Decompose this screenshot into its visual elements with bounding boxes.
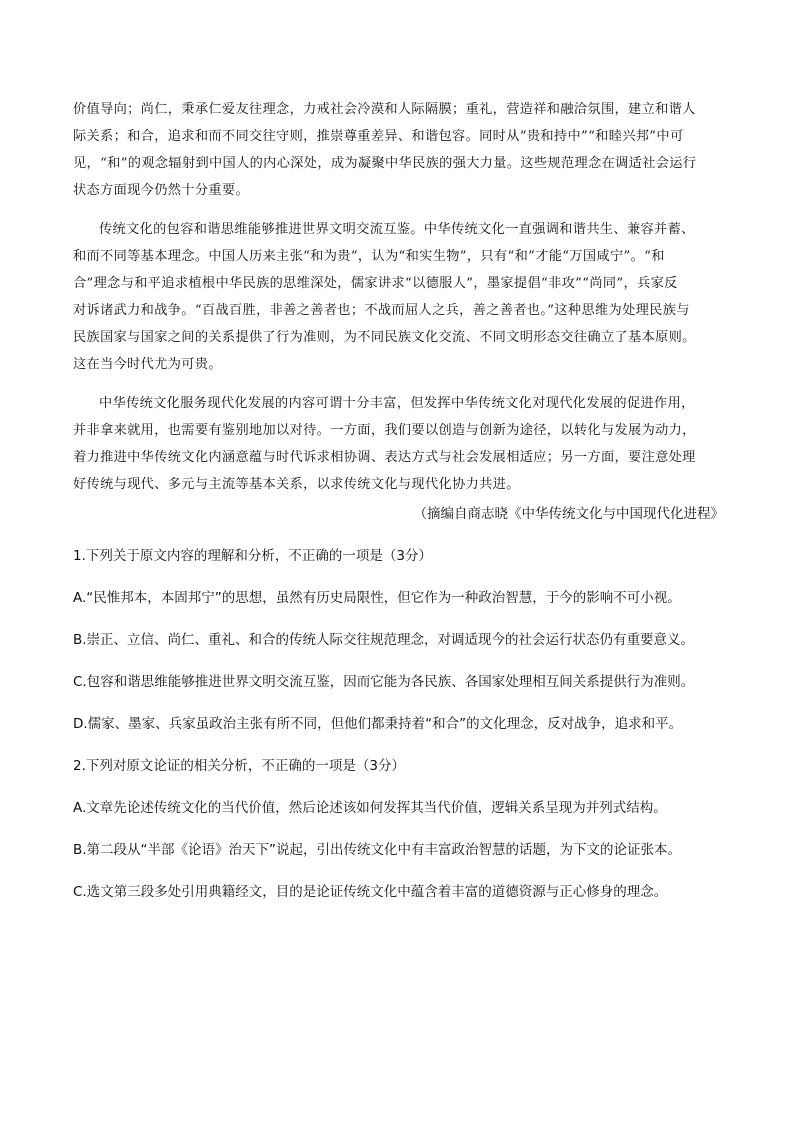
text-line: 中华传统文化服务现代化发展的内容可谓十分丰富，但发挥中华传统文化对现代化发展的促进作用， (99, 396, 695, 411)
option-a: A.文章先论述传统文化的当代价值，然后论述该如何发挥其当代价值，逻辑关系呈现为并列式结构。 (73, 800, 667, 816)
passage-paragraph-1 (73, 96, 724, 204)
text-line: 状态方面现今仍然十分重要。 (73, 183, 249, 198)
text-line: 好传统与现代、多元与主流等基本关系，以求传统文化与现代化协力共进。 (73, 477, 520, 492)
text-line: 际关系；和合，追求和而不同交往守则，推崇尊重差异、和谐包容。同时从“贵和持中”“和睦兴邦”中可 (73, 129, 684, 144)
text-line: 对诉诸武力和战争。“百战百胜，非善之善者也；不战而屈人之兵，善之善者也。”这种思维为处理民族与 (73, 303, 690, 318)
option-c: C.选文第三段多处引用典籍经文，目的是论证传统文化中蕴含着丰富的道德资源与正心修身的理念。 (73, 884, 668, 900)
option-b: B.崇正、立信、尚仁、重礼、和合的传统人际交往规范理念，对调适现今的社会运行状态仍有重要意义。 (73, 632, 695, 648)
option-c: C.包容和谐思维能够推进世界文明交流互鉴，因而它能为各民族、各国家处理相互间关系提供行为准则。 (73, 674, 695, 690)
text-line: 传统文化的包容和谐思维能够推进世界文明交流互鉴。中华传统文化一直强调和谐共生、兼容并蓄、 (99, 222, 695, 237)
text-line: 并非拿来就用，也需要有鉴别地加以对待。一方面，我们要以创造与创新为途径，以转化与发展为动力， (73, 423, 696, 438)
text-line: 合”理念与和平追求植根中华民族的思维深处，儒家讲求“以德服人”，墨家提倡“非攻”“尚同”，兵家反 (73, 276, 678, 291)
text-line: 价值导向；尚仁，秉承仁爱友往理念，力戒社会冷漠和人际隔膜；重礼，营造祥和融洽氛围，建立和谐人 (73, 102, 696, 117)
text-line: 民族国家与国家之间的关系提供了行为准则，为不同民族文化交流、不同文明形态交往确立了基本原则。 (73, 330, 696, 345)
question-stem: 1.下列关于原文内容的理解和分析，不正确的一项是（3分） (73, 548, 432, 564)
option-d: D.儒家、墨家、兵家虽政治主张有所不同，但他们都秉持着“和合”的文化理念，反对战争，追求和平。 (73, 716, 683, 732)
question-stem: 2.下列对原文论证的相关分析，不正确的一项是（3分） (73, 758, 405, 774)
option-a: A.“民惟邦本，本固邦宁”的思想，虽然有历史局限性，但它作为一种政治智慧，于今的影响不可小视。 (73, 590, 681, 606)
paragraph-gap (73, 204, 724, 216)
paragraph-gap (73, 378, 724, 390)
passage-paragraph-3 (73, 390, 724, 498)
option-b: B.第二段从“半部《论语》治天下”说起，引出传统文化中有丰富政治智慧的话题，为下文的论证张本。 (73, 842, 682, 858)
text-line: 和而不同等基本理念。中国人历来主张“和为贵”，认为“和实生物”，只有“和”才能“万国咸宁”。“和 (73, 249, 665, 264)
document-page (73, 96, 724, 902)
text-line: 着力推进中华传统文化内涵意蕴与时代诉求相协调、表达方式与社会发展相适应；另一方面，要注意处理 (73, 450, 696, 465)
passage-paragraph-2 (73, 216, 724, 378)
passage-source: （摘编自商志晓《中华传统文化与中国现代化进程》 (413, 506, 724, 522)
text-line: 这在当今时代尤为可贵。 (73, 357, 222, 372)
question-2 (73, 756, 724, 902)
question-1 (73, 546, 724, 734)
text-line: 见，“和”的观念辐射到中国人的内心深处，成为凝聚中华民族的强大力量。这些规范理念在调适社会运行 (73, 156, 697, 171)
